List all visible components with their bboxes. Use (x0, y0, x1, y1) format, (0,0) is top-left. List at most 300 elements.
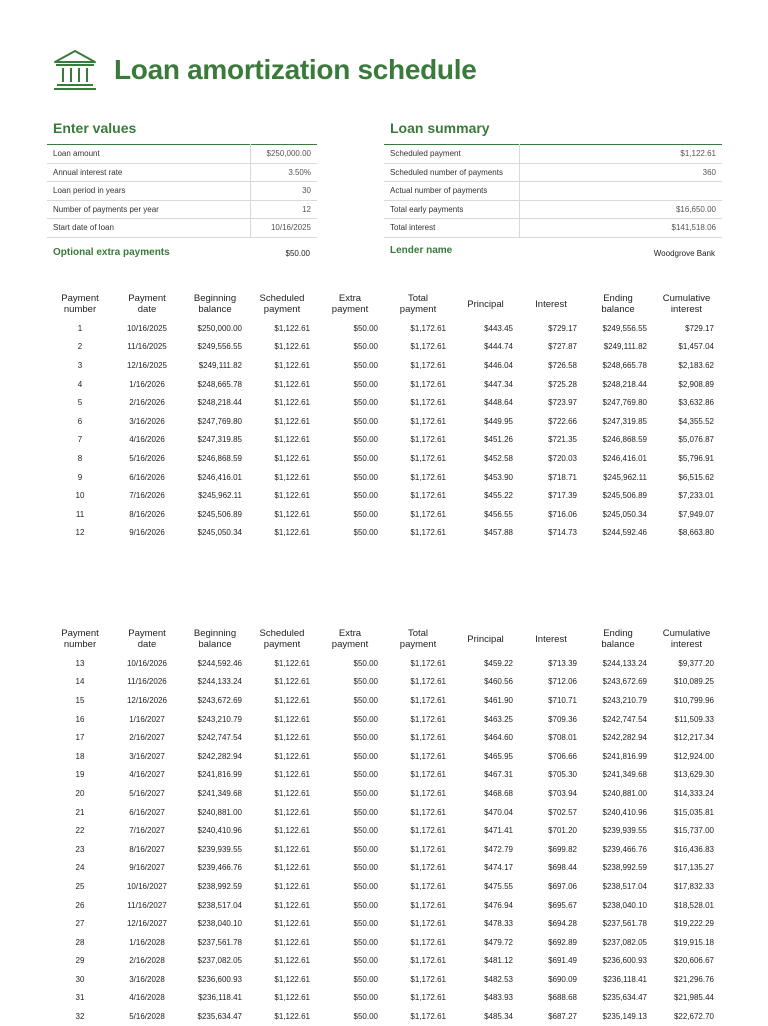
loan-summary-label: Actual number of payments (384, 182, 519, 201)
table-cell: $697.06 (548, 881, 577, 891)
table-cell: $248,665.78 (602, 360, 647, 370)
table-cell: $1,172.61 (410, 807, 446, 817)
column-header-line: payment (399, 304, 437, 315)
table-cell: $50.00 (353, 956, 378, 966)
table-cell: $2,908.89 (678, 379, 714, 389)
table-cell: $246,868.59 (602, 435, 647, 445)
table-cell: $249,556.55 (602, 323, 647, 333)
table-cell: $246,868.59 (197, 453, 242, 463)
table-row (48, 710, 720, 729)
table-cell: $1,172.61 (410, 695, 446, 705)
table-cell: 2/16/2028 (129, 956, 165, 966)
column-header-line: payment (331, 639, 369, 650)
table-cell: $236,118.41 (198, 993, 242, 1003)
column-header (112, 289, 182, 319)
table-row (48, 840, 720, 859)
column-header (248, 624, 316, 654)
table-cell: $22,672.70 (673, 1012, 714, 1022)
table-cell: $1,172.61 (410, 919, 446, 929)
table-cell: $237,082.05 (197, 956, 242, 966)
table-row (48, 933, 720, 952)
table-cell: $698.44 (548, 863, 577, 873)
column-header-line: Payment (61, 628, 99, 639)
table-cell: $50.00 (353, 714, 378, 724)
table-cell: $238,040.10 (197, 919, 242, 929)
enter-values-value[interactable]: 10/16/2025 (250, 219, 317, 238)
table-cell: $1,122.61 (274, 826, 310, 836)
table-cell: $479.72 (484, 937, 513, 947)
loan-summary-row (384, 145, 722, 164)
table-cell: $1,122.61 (274, 751, 310, 761)
table-cell: 8/16/2026 (129, 509, 165, 519)
table-cell: $243,210.79 (602, 695, 647, 705)
table-cell: $1,122.61 (274, 379, 310, 389)
table-cell: $241,349.68 (197, 788, 242, 798)
table-cell: $247,319.85 (602, 416, 647, 426)
column-header-line: Cumulative (662, 628, 711, 639)
table-cell: $50.00 (353, 528, 378, 538)
table-cell: $242,747.54 (602, 714, 647, 724)
table-cell: 2/16/2027 (129, 733, 165, 743)
optional-extra-label: Optional extra payments (53, 247, 170, 258)
table-cell: $1,172.61 (410, 956, 446, 966)
table-row (48, 319, 720, 338)
table-cell: $1,122.61 (274, 398, 310, 408)
table-cell: $1,172.61 (410, 472, 446, 482)
table-cell: $241,816.99 (197, 770, 242, 780)
table-cell: $1,172.61 (410, 751, 446, 761)
table-cell: $1,172.61 (410, 379, 446, 389)
column-header (384, 624, 452, 654)
table-cell: $21,985.44 (673, 993, 714, 1003)
table-cell: $9,377.20 (678, 658, 714, 668)
table-cell: 24 (75, 863, 85, 873)
table-cell: $239,939.55 (197, 844, 242, 854)
table-cell: $1,172.61 (410, 342, 446, 352)
table-cell: $461.90 (484, 695, 513, 705)
table-cell: $721.35 (548, 435, 577, 445)
table-cell: $729.17 (548, 323, 577, 333)
table-cell: $5,796.91 (678, 453, 714, 463)
table-cell: 14 (75, 677, 85, 687)
table-cell: $706.66 (548, 751, 577, 761)
table-cell: $241,349.68 (602, 770, 647, 780)
table-cell: $699.82 (548, 844, 577, 854)
table-cell: $451.26 (484, 435, 513, 445)
enter-values-row (47, 219, 317, 238)
table-cell: $717.39 (548, 491, 577, 501)
table-cell: $50.00 (353, 509, 378, 519)
table-row (48, 821, 720, 840)
table-cell: 5/16/2028 (129, 1012, 165, 1022)
table-row (48, 673, 720, 692)
table-cell: 21 (75, 807, 85, 817)
table-cell: $1,122.61 (274, 509, 310, 519)
table-cell: $4,355.52 (678, 416, 714, 426)
table-cell: $1,122.61 (274, 770, 310, 780)
table-cell: $1,122.61 (274, 919, 310, 929)
column-header (48, 289, 112, 319)
table-cell: $50.00 (353, 770, 378, 780)
table-cell: $18,528.01 (673, 900, 714, 910)
table-cell: $2,183.62 (678, 360, 714, 370)
table-cell: $248,218.44 (602, 379, 647, 389)
table-cell: $1,122.61 (274, 416, 310, 426)
table-cell: $238,517.04 (197, 900, 242, 910)
column-header-line: Total (407, 293, 429, 304)
column-header-line: interest (670, 304, 703, 315)
loan-summary-value[interactable]: $16,650.00 (519, 200, 722, 219)
table-cell: $7,949.07 (678, 509, 714, 519)
table-cell: $1,172.61 (410, 993, 446, 1003)
table-cell: 23 (75, 844, 85, 854)
table-row (48, 989, 720, 1008)
table-cell: $449.95 (484, 416, 513, 426)
table-cell: $50.00 (353, 881, 378, 891)
table-cell: $1,122.61 (274, 714, 310, 724)
table-cell: $246,416.01 (602, 453, 647, 463)
table-cell: $1,122.61 (274, 435, 310, 445)
table-cell: $247,769.80 (602, 398, 647, 408)
table-cell: $1,122.61 (274, 807, 310, 817)
table-cell: $448.64 (484, 398, 513, 408)
column-header-line: balance (198, 639, 232, 650)
table-cell: $1,172.61 (410, 416, 446, 426)
table-row (48, 431, 720, 450)
column-header-line: payment (263, 304, 301, 315)
table-cell: 8 (77, 453, 83, 463)
table-cell: $50.00 (353, 863, 378, 873)
loan-summary-row (384, 182, 722, 201)
table-cell: $701.20 (548, 826, 577, 836)
table-cell: 1/16/2027 (129, 714, 165, 724)
column-header-line: payment (399, 639, 437, 650)
loan-summary-label: Scheduled payment (384, 145, 519, 164)
table-cell: 3/16/2028 (129, 974, 165, 984)
table-cell: $50.00 (353, 453, 378, 463)
table-cell: 3/16/2027 (129, 751, 165, 761)
table-cell: $5,076.87 (678, 435, 714, 445)
table-cell: $1,122.61 (274, 900, 310, 910)
table-cell: $1,172.61 (410, 435, 446, 445)
table-cell: $1,122.61 (274, 658, 310, 668)
table-row (48, 356, 720, 375)
table-cell: 6 (77, 416, 83, 426)
table-cell: $481.12 (484, 956, 513, 966)
table-cell: $240,410.96 (197, 826, 242, 836)
table-cell: 22 (75, 826, 85, 836)
table-cell: $708.01 (548, 733, 577, 743)
table-cell: $50.00 (353, 826, 378, 836)
table-cell: $465.95 (484, 751, 513, 761)
table-cell: $15,035.81 (673, 807, 714, 817)
table-cell: $1,172.61 (410, 528, 446, 538)
table-cell: $1,172.61 (410, 844, 446, 854)
table-cell: $237,561.78 (602, 919, 647, 929)
loan-summary-label: Scheduled number of payments (384, 163, 519, 182)
table-cell: $50.00 (353, 323, 378, 333)
table-cell: $1,172.61 (410, 733, 446, 743)
table-cell: $723.97 (548, 398, 577, 408)
table-cell: $1,172.61 (410, 863, 446, 873)
table-cell: $236,118.41 (603, 974, 647, 984)
table-cell: 31 (75, 993, 85, 1003)
table-row (48, 952, 720, 971)
table-cell: $239,466.76 (602, 844, 647, 854)
table-cell: $50.00 (353, 342, 378, 352)
table-cell: $1,172.61 (410, 900, 446, 910)
table-cell: $17,832.33 (673, 881, 714, 891)
table-cell: $50.00 (353, 658, 378, 668)
column-header-line: Cumulative (662, 293, 711, 304)
column-header-line: Ending (603, 293, 633, 304)
table-cell: $444.74 (484, 342, 513, 352)
table-cell: $241,816.99 (602, 751, 647, 761)
loan-summary-value[interactable] (519, 182, 722, 201)
table-cell: 12/16/2025 (126, 360, 168, 370)
table-cell: $460.56 (484, 677, 513, 687)
table-row (48, 803, 720, 822)
column-header-line: Principal (467, 633, 504, 645)
enter-values-row (47, 145, 317, 164)
table-cell: $50.00 (353, 416, 378, 426)
table-cell: $485.34 (484, 1012, 513, 1022)
enter-values-value[interactable]: 30 (250, 182, 317, 201)
column-header-line: payment (263, 639, 301, 650)
table-cell: $244,133.24 (602, 658, 647, 668)
table-cell: $453.90 (484, 472, 513, 482)
table-cell: 5 (77, 398, 83, 408)
enter-values-row (47, 163, 317, 182)
table-cell: $710.71 (548, 695, 577, 705)
enter-values-label: Annual interest rate (47, 163, 250, 182)
table-cell: $247,319.85 (197, 435, 242, 445)
table-cell: $50.00 (353, 974, 378, 984)
table-cell: $50.00 (353, 751, 378, 761)
table-cell: $50.00 (353, 900, 378, 910)
table-cell: 10/16/2026 (126, 658, 168, 668)
table-cell: 3 (77, 360, 83, 370)
table-cell: $1,122.61 (274, 360, 310, 370)
column-header (384, 289, 452, 319)
table-cell: $1,122.61 (274, 863, 310, 873)
column-header (182, 289, 248, 319)
table-row (48, 728, 720, 747)
table-cell: 11/16/2027 (127, 900, 167, 910)
table-cell: $50.00 (353, 491, 378, 501)
table-cell: 2 (77, 342, 83, 352)
loan-summary-value[interactable]: $141,518.06 (519, 219, 722, 238)
column-header (316, 289, 384, 319)
loan-summary-row (384, 219, 722, 238)
column-header-row (48, 624, 720, 654)
table-cell: 29 (75, 956, 85, 966)
table-cell: $245,506.89 (197, 509, 242, 519)
table-cell: $687.27 (548, 1012, 577, 1022)
table-row (48, 784, 720, 803)
loan-summary-row (384, 200, 722, 219)
table-cell: $447.34 (484, 379, 513, 389)
table-cell: $20,606.67 (673, 956, 714, 966)
table-cell: $1,172.61 (410, 788, 446, 798)
table-cell: 5/16/2026 (129, 453, 165, 463)
table-cell: $10,089.25 (673, 677, 714, 687)
table-cell: $688.68 (548, 993, 577, 1003)
table-cell: 15 (75, 695, 85, 705)
loan-summary-label: Total interest (384, 219, 519, 238)
table-cell: $12,217.34 (673, 733, 714, 743)
table-cell: $50.00 (353, 844, 378, 854)
table-cell: $464.60 (484, 733, 513, 743)
table-cell: $1,122.61 (274, 937, 310, 947)
column-header-line: Beginning (193, 293, 237, 304)
lender-name-label: Lender name (390, 245, 453, 256)
table-cell: 26 (75, 900, 85, 910)
table-row (48, 766, 720, 785)
table-cell: $243,672.69 (602, 677, 647, 687)
table-cell: $692.89 (548, 937, 577, 947)
column-header (48, 624, 112, 654)
table-cell: 27 (75, 919, 85, 929)
table-cell: 16 (75, 714, 85, 724)
table-cell: $718.71 (548, 472, 577, 482)
table-row (48, 524, 720, 543)
table-cell: 12/16/2026 (126, 695, 168, 705)
table-cell: 1 (77, 323, 83, 333)
table-cell: 1/16/2028 (129, 937, 165, 947)
table-cell: 11/16/2025 (127, 342, 167, 352)
table-cell: $1,172.61 (410, 974, 446, 984)
table-cell: $239,466.76 (197, 863, 242, 873)
enter-values-label: Start date of loan (47, 219, 250, 238)
column-header (452, 289, 519, 319)
column-header-line: Total (407, 628, 429, 639)
table-cell: $244,592.46 (602, 528, 647, 538)
table-cell: 4/16/2027 (129, 770, 165, 780)
table-cell: $467.31 (484, 770, 513, 780)
enter-values-row (47, 200, 317, 219)
column-header (519, 624, 583, 654)
table-cell: 7/16/2026 (129, 491, 165, 501)
column-header (653, 624, 720, 654)
table-cell: $21,296.76 (673, 974, 714, 984)
table-cell: $443.45 (484, 323, 513, 333)
lender-name-value[interactable]: Woodgrove Bank (653, 249, 715, 258)
column-header-line: date (137, 639, 157, 650)
table-cell: $50.00 (353, 435, 378, 445)
table-cell: $1,122.61 (274, 844, 310, 854)
table-row (48, 914, 720, 933)
table-cell: $245,962.11 (198, 491, 242, 501)
table-cell: 8/16/2027 (129, 844, 165, 854)
table-cell: $1,172.61 (410, 770, 446, 780)
table-cell: $691.49 (548, 956, 577, 966)
table-row (48, 1007, 720, 1026)
table-cell: $242,282.94 (197, 751, 242, 761)
table-cell: $1,172.61 (410, 677, 446, 687)
table-cell: $695.67 (548, 900, 577, 910)
column-header-line: Scheduled (259, 628, 305, 639)
table-cell: $50.00 (353, 937, 378, 947)
table-cell: $456.55 (484, 509, 513, 519)
table-cell: $7,233.01 (678, 491, 714, 501)
table-cell: $1,122.61 (274, 881, 310, 891)
optional-extra-value[interactable]: $50.00 (285, 249, 310, 258)
table-cell: $714.73 (548, 528, 577, 538)
table-cell: $245,050.34 (602, 509, 647, 519)
table-cell: $249,556.55 (197, 342, 242, 352)
column-header-line: payment (331, 304, 369, 315)
table-cell: $1,122.61 (274, 788, 310, 798)
column-header-line: Interest (535, 633, 567, 645)
enter-values-table (47, 144, 317, 238)
table-cell: 7/16/2027 (129, 826, 165, 836)
loan-summary-value[interactable]: $1,122.61 (519, 145, 722, 164)
table-cell: $1,122.61 (274, 453, 310, 463)
table-cell: 4 (77, 379, 83, 389)
loan-summary-value[interactable]: 360 (519, 163, 722, 182)
table-cell: $13,629.30 (673, 770, 714, 780)
table-cell: $1,457.04 (678, 342, 714, 352)
table-cell: $50.00 (353, 919, 378, 929)
table-cell: $244,133.24 (197, 677, 242, 687)
table-cell: $237,561.78 (197, 937, 242, 947)
table-cell: $12,924.00 (673, 751, 714, 761)
table-cell: $1,172.61 (410, 453, 446, 463)
table-cell: $50.00 (353, 1012, 378, 1022)
table-cell: $239,939.55 (602, 826, 647, 836)
table-cell: $50.00 (353, 807, 378, 817)
table-cell: $1,122.61 (274, 472, 310, 482)
enter-values-heading: Enter values (53, 120, 137, 136)
table-cell: $690.09 (548, 974, 577, 984)
table-cell: $8,663.80 (678, 528, 714, 538)
table-cell: $248,665.78 (197, 379, 242, 389)
enter-values-value[interactable]: 3.50% (250, 163, 317, 182)
column-header-line: Extra (338, 293, 362, 304)
table-cell: 30 (75, 974, 85, 984)
table-cell: $248,218.44 (197, 398, 242, 408)
column-header-line: Interest (535, 298, 567, 310)
bank-icon (52, 48, 98, 92)
table-cell: $1,122.61 (274, 342, 310, 352)
table-cell: $238,517.04 (602, 881, 647, 891)
table-cell: $726.58 (548, 360, 577, 370)
enter-values-value[interactable]: $250,000.00 (250, 145, 317, 164)
table-cell: $238,992.59 (602, 863, 647, 873)
table-cell: $17,135.27 (673, 863, 714, 873)
table-cell: $238,992.59 (197, 881, 242, 891)
table-cell: $722.66 (548, 416, 577, 426)
table-cell: $1,122.61 (274, 528, 310, 538)
table-cell: $19,222.29 (673, 919, 714, 929)
table-cell: $1,172.61 (410, 658, 446, 668)
table-cell: 12 (75, 528, 85, 538)
table-cell: $703.94 (548, 788, 577, 798)
column-header (112, 624, 182, 654)
enter-values-label: Loan amount (47, 145, 250, 164)
table-cell: $50.00 (353, 695, 378, 705)
table-cell: 7 (77, 435, 83, 445)
enter-values-value[interactable]: 12 (250, 200, 317, 219)
table-cell: $1,122.61 (274, 1012, 310, 1022)
table-cell: $6,515.62 (678, 472, 714, 482)
loan-summary-table (384, 144, 722, 238)
table-cell: $245,050.34 (197, 528, 242, 538)
table-cell: $1,122.61 (274, 993, 310, 1003)
table-cell: 17 (75, 733, 85, 743)
table-cell: $455.22 (484, 491, 513, 501)
